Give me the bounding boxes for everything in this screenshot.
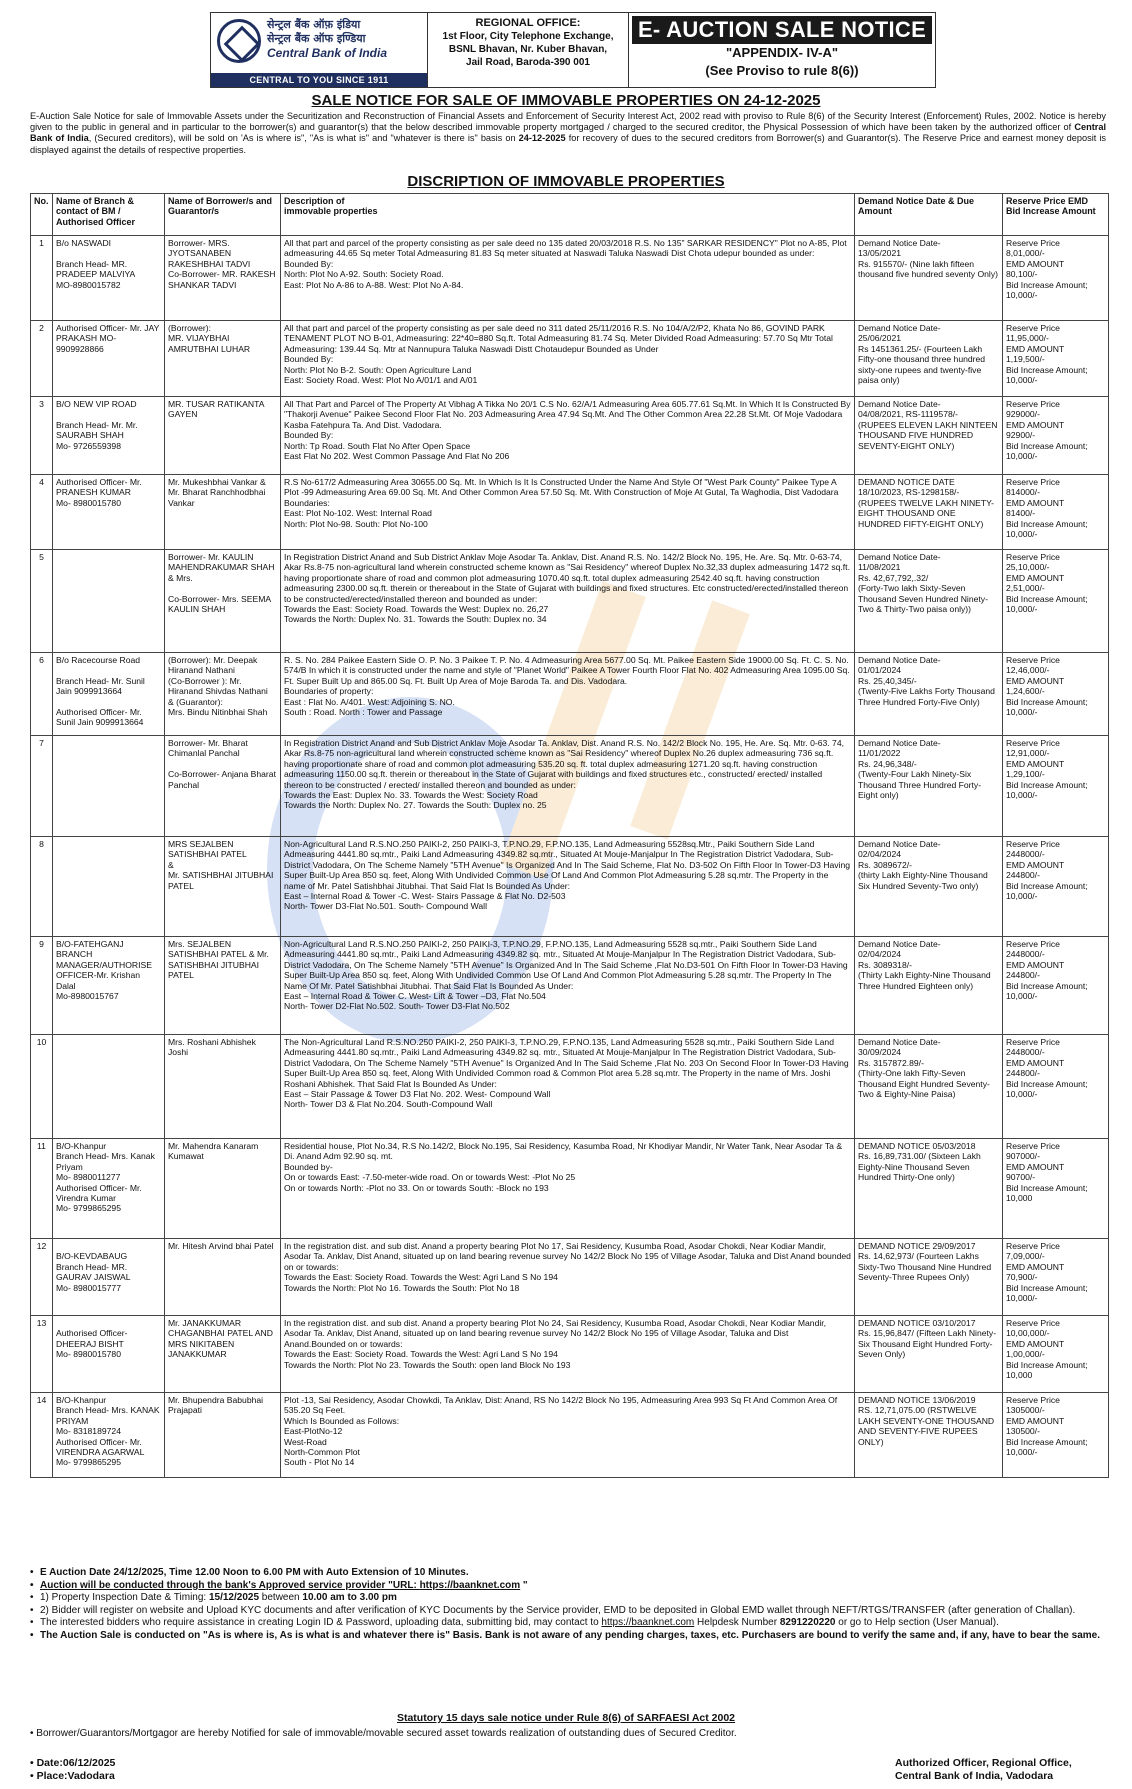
- demand-notice: DEMAND NOTICE DATE 18/10/2023, RS-1298158/- (RUPEES TWELVE LAKH NINETY-EIGHT THOUSAND ONE HUNDRED FIFTY-EIGHT ONLY): [855, 475, 1003, 550]
- helpdesk-note: [30, 1617, 1106, 1630]
- bank-name-english: Central Bank of India: [267, 46, 388, 60]
- table-header-row: [31, 194, 1109, 236]
- row-number: 5: [31, 550, 53, 653]
- helpdesk-link[interactable]: https://baanknet.com: [601, 1617, 695, 1629]
- helpdesk-number: 8291220220: [779, 1617, 836, 1629]
- statutory-text: Statutory 15 days sale notice under Rule 8(6) of SARFAESI Act 2002: [396, 1712, 736, 1724]
- branch-contact: B/O-Khanpur Branch Head- Mrs. KANAK PRIYAM Mo- 8318189724 Authorised Officer- Mr. VIRENDRA AGARWAL Mo- 9799865295: [53, 1393, 165, 1478]
- row-number: 11: [31, 1139, 53, 1239]
- borrower-names: MR. TUSAR RATIKANTA GAYEN: [165, 397, 281, 475]
- reserve-price: Reserve Price 929000/- EMD AMOUNT 92900/- Bid Increase Amount; 10,000/-: [1003, 397, 1109, 475]
- intro-auction-date: 24-12-2025: [518, 133, 566, 144]
- address-line: 1st Floor, City Telephone Exchange,: [442, 31, 614, 42]
- table-row: [31, 1316, 1109, 1393]
- table-row: [31, 1239, 1109, 1316]
- table-row: [31, 1139, 1109, 1239]
- branch-contact: B/O-Khanpur Branch Head- Mrs. Kanak Priyam Mo- 8980011277 Authorised Officer- Mr. Virendra Kumar Mo- 9799865295: [53, 1139, 165, 1239]
- col-header-reserve: Reserve Price EMD Bid Increase Amount: [1003, 194, 1109, 236]
- table-row: [31, 236, 1109, 321]
- table-row: [31, 837, 1109, 937]
- row-number: 1: [31, 236, 53, 321]
- demand-notice: DEMAND NOTICE 05/03/2018 Rs. 16,89,731.00/ (Sixteen Lakh Eighty-Nine Thousand Seven Hundred Thirty-One only): [855, 1139, 1003, 1239]
- branch-contact: B/O-KEVDABAUG Branch Head- MR. GAURAV JAISWAL Mo- 8980015777: [53, 1239, 165, 1316]
- reserve-price: Reserve Price 25,10,000/- EMD AMOUNT 2,51,000/- Bid Increase Amount; 10,000/-: [1003, 550, 1109, 653]
- borrower-names: Mr. JANAKKUMAR CHAGANBHAI PATEL AND MRS NIKITABEN JANAKKUMAR: [165, 1316, 281, 1393]
- row-number: 12: [31, 1239, 53, 1316]
- table-row: [31, 653, 1109, 736]
- demand-notice: Demand Notice Date- 04/08/2021, RS-1119578/- (RUPEES ELEVEN LAKH NINTEEN THOUSAND FIVE HUNDRED SEVENTY-EIGHT ONLY): [855, 397, 1003, 475]
- demand-notice: DEMAND NOTICE 13/06/2019 RS. 12,71,075.00 (RSTWELVE LAKH SEVENTY-ONE THOUSAND AND SEVENTY-FIVE RUPEES ONLY): [855, 1393, 1003, 1478]
- properties-section-title: DISCRIPTION OF IMMOVABLE PROPERTIES: [407, 173, 725, 190]
- table-row: [31, 937, 1109, 1035]
- branch-contact: [53, 1035, 165, 1139]
- property-description: All that part and parcel of the property consisting as per sale deed no 311 dated 25/11/2016 R.S. No 104/A/2/P2, Khata No 86, GOVIND PARK TENAMENT PLOT NO B-01, Admeasuring: 22*40=880 Sq.ft. Total Admeasuring 81.74 Sq. Meter Divided Road Admeasuring: 57.70 Sq Mtr Total Admeasuring: 139.44 Sq. Mtr at Nannupura Taluka Naswadi Distt Chotaudepur Bounded as Under Bounded By: North: Plot No B-2. South: Open Agriculture Land East: Society Road. West: Plot No A/01/1 and A/01: [281, 321, 855, 397]
- auction-date-note: • E Auction Date 24/12/2025, Time 12.00 Noon to 6.00 PM with Auto Extension of 10 Minutes.: [30, 1567, 1106, 1580]
- notice-place: • Place:Vadodara: [30, 1770, 115, 1783]
- col-header-description: Description of immovable properties: [281, 194, 855, 236]
- provider-suffix: ": [520, 1579, 528, 1591]
- demand-notice: Demand Notice Date- 13/05/2021 Rs. 915570/- (Nine lakh fifteen thousand five hundred seventy Only): [855, 236, 1003, 321]
- date-place-block: [30, 1757, 115, 1783]
- properties-table: [30, 193, 1109, 1478]
- borrower-names: Borrower- MRS. JYOTSANABEN RAKESHBHAI TADVI Co-Borrower- MR. RAKESH SHANKAR TADVI: [165, 236, 281, 321]
- property-description: R.S No-617/2 Admeasuring Area 30655.00 Sq. Mt. In Which Is It Is Constructed Under the Name And Style Of "West Park County" Paikee Type A Plot -99 Admeasuring Area 69.00 Sq. Mt. And Other Common Area 57.50 Sq. Mt. With Construction of Moje At Gutal, Ta Waghodia, Dist Vadodara Boundaries: East: Plot No-102. West: Internal Road North: Plot No-98. South: Plot No-100: [281, 475, 855, 550]
- branch-contact: B/o NASWADI Branch Head- MR. PRADEEP MALVIYA MO-8980015782: [53, 236, 165, 321]
- help-text: The interested bidders who require assistance in creating Login ID & Password, uploading data, submitting bid, may contact to: [40, 1617, 602, 1629]
- bank-name-hindi: सेन्ट्रल बैंक ऑफ़ इंडिया: [267, 18, 361, 31]
- property-description: Plot -13, Sai Residency, Asodar Chowkdi, Ta Anklav, Dist: Anand, RS No 142/2 Block No 195, Admeasuring Area 993 Sq Ft And Common Area Of 535.20 Sq Feet. Which Is Bounded as Follows: East-PlotNo-12 West-Road North-Common Plot South - Plot No 14: [281, 1393, 855, 1478]
- demand-notice: Demand Notice Date- 11/08/2021 Rs. 42,67,792,.32/ (Forty-Two lakh Sixty-Seven Thousand Seven Hundred Ninety-Two & Thirty-Two paisa only)): [855, 550, 1003, 653]
- auction-title-box: [628, 12, 936, 88]
- reserve-price: Reserve Price 814000/- EMD AMOUNT 81400/- Bid Increase Amount; 10,000/-: [1003, 475, 1109, 550]
- branch-contact: Authorised Officer- DHEERAJ BISHT Mo- 8980015780: [53, 1316, 165, 1393]
- row-number: 10: [31, 1035, 53, 1139]
- provider-link[interactable]: https://baanknet.com: [419, 1579, 521, 1591]
- borrower-names: (Borrower): MR. VIJAYBHAI AMRUTBHAI LUHAR: [165, 321, 281, 397]
- table-row: [31, 397, 1109, 475]
- row-number: 2: [31, 321, 53, 397]
- property-description: R. S. No. 284 Paikee Eastern Side O. P. No. 3 Paikee T. P. No. 4 Admeasuring Area 5677.00 Sq. Mt. Paikee Eastern Side 19000.00 Sq. Ft. C. S. No. 574/B In which it is constructed under the name and style of "Planet World" Paikee A Tower Fourth Floor Flat No. 402 Admeasuring Area 1095.00 Sq. Ft. Super Built Up and 865.00 Sq. Ft. Built Up Area of Moje Baroda Ta. and Dis. Vadodara. Boundaries of property: East : Flat No. A/401. West: Adjoining S. NO. South : Road. North : Tower and Passage: [281, 653, 855, 736]
- reserve-price: Reserve Price 10,00,000/- EMD AMOUNT 1,00,000/- Bid Increase Amount; 10,000: [1003, 1316, 1109, 1393]
- reserve-price: Reserve Price 2448000/- EMD AMOUNT 244800/- Bid Increase Amount; 10,000/-: [1003, 1035, 1109, 1139]
- property-description: In Registration District Anand and Sub District Anklav Moje Asodar Ta. Anklav, Dist. Anand R.S. No. 142/2 Block No. 195, He. Are. Sq. Mtr. 0-63-74, Akar Rs.8-75 non-agricultural land wherein constructed scheme known as "Sai Residency" whereof Duplex No.32,33 duplex admeasuring 1472 sq.ft. having proportionate share of road and common plot admeasuring 1070.40 sq.ft. total duplex admeasuring 2542.40 sq.ft. having construction admeasuring 2300.00 sq.ft. therein or thereabout in the State of Gujarat with buildings and fixed structures. Etc constructed/erected/installed thereon to be constructed/erected/installed thereon and bounded as under: Towards the East: Society Road. Towards the West: Duplex no. 26,27 Towards the North: Duplex No. 31. Towards the South: Duplex no. 34: [281, 550, 855, 653]
- inspection-text: 1) Property Inspection Date & Timing:: [40, 1592, 209, 1604]
- branch-contact: B/o Racecourse Road Branch Head- Mr. Sunil Jain 9099913664 Authorised Officer- Mr. Sunil Jain 9099913664: [53, 653, 165, 736]
- borrower-names: Borrower- Mr. Bharat Chimanlal Panchal Co-Borrower- Anjana Bharat Panchal: [165, 736, 281, 837]
- table-row: [31, 1393, 1109, 1478]
- demand-notice: Demand Notice Date- 11/01/2022 Rs. 24,96,348/- (Twenty-Four Lakh Ninety-Six Thousand Three Hundred Forty-Eight only): [855, 736, 1003, 837]
- bank-name-hindi-alt: सेन्ट्रल बैंक ऑफ इण्डिया: [267, 32, 366, 45]
- signatory-bank: Central Bank of India, Vadodara: [895, 1770, 1054, 1782]
- demand-notice: Demand Notice Date- 01/01/2024 Rs. 25,40,345/- (Twenty-Five Lakhs Forty Thousand Three Hundred Forty-Five Only): [855, 653, 1003, 736]
- borrower-notice: • Borrower/Guarantors/Mortgagor are hereby Notified for sale of immovable/movable secured asset towards realization of outstanding dues of Secured Creditor.: [30, 1728, 737, 1739]
- appendix-label: "APPENDIX- IV-A": [725, 45, 838, 60]
- provider-text: Auction will be conducted through the bank's Approved service provider "URL:: [40, 1579, 420, 1591]
- property-description: In the registration dist. and sub dist. Anand a property bearing Plot No 17, Sai Residency, Kusumba Road, Asodar Chokdi, Near Kodiar Mandir, Asodar Ta. Anklav, Dist Anand, situated up on land bearing revenue survey No 142/2 Block No 195 of Village Asodar, Taluka and Dist Anand bounded on or towards: Towards the East: Society Road. Towards the West: Agri Land S No 194 Towards the North: Plot No 16. Towards the South: Plot No 18: [281, 1239, 855, 1316]
- signatory-block: [895, 1757, 1072, 1783]
- branch-contact: [53, 736, 165, 837]
- intro-paragraph: [30, 111, 1106, 156]
- property-description: In the registration dist. and sub dist. Anand a property bearing Plot No 24, Sai Residency, Kusumba Road, Asodar Chokdi, Near Kodiar Mandir, Asodar Ta. Anklav, Dist Anand, situated up on land bearing revenue survey No 142/2 Block No 195 of Village Asodar, Taluka and Dist Anand.Bounded on or towards: Towards the East: Society Road. Towards the West: Agri Land S No 194 Towards the North: Plot No 23. Towards the South: open land Block No 193: [281, 1316, 855, 1393]
- borrower-names: Mrs. Roshani Abhishek Joshi: [165, 1035, 281, 1139]
- borrower-names: Mr. Mahendra Kanaram Kumawat: [165, 1139, 281, 1239]
- inspection-text: between: [259, 1592, 303, 1604]
- row-number: 8: [31, 837, 53, 937]
- bank-tagline: CENTRAL TO YOU SINCE 1911: [211, 73, 427, 87]
- property-description: Non-Agricultural Land R.S.NO.250 PAIKI-2, 250 PAIKI-3, T.P.NO.29, F.P.NO.135, Land Admeasuring 5528sq.Mtr., Paiki Southern Side Land Admeasuring 4441.80 sq.mtr., Paiki Land Admeasuring 4349.82 sq.mtr., Situated At Mouje-Manjalpur In The Registration District Vadodara, Sub-District Vadodara, On The Scheme Namely "5TH Avenue" Is Organized And In The Said Scheme, Flat No. D3-502 On Fifth Floor In Tower-D3 Having Super Built-Up Area 850 sq. feet, Along With Undivided Common Use Of Land And Common Plot Admeasuring 5.28 sq.mtr. The Property in the name of Mr. Patel Satishbhai Jitubhai. That Said Flat Is Bounded As Under: East – Internal Road & Tower -C. West- Stairs Passage & Flat No. D2-503 North- Tower D3-Flat No.501. South- Compound Wall: [281, 837, 855, 937]
- intro-text: E-Auction Sale Notice for sale of Immovable Assets under the Securitization and Reconstruction of Financial Assets and Enforcement of Security Interest Act, 2002 read with proviso to Rule 8(6) of the Security Interest (Enforcement) Rules, 2002. Notice is hereby given to the public in general and in particular to the borrower(s) and guarantor(s) that the below described immovable property mortgaged / charged to the secured creditor, the Physical Possession of which have been taken by the authorized officer of: [30, 111, 1106, 133]
- service-provider-note: [30, 1580, 1106, 1593]
- row-number: 9: [31, 937, 53, 1035]
- borrower-names: MRS SEJALBEN SATISHBHAI PATEL & Mr. SATISHBHAI JITUBHAI PATEL: [165, 837, 281, 937]
- reserve-price: Reserve Price 2448000/- EMD AMOUNT 244800/- Bid Increase Amount; 10,000/-: [1003, 937, 1109, 1035]
- property-description: The Non-Agricultural Land R.S.NO.250 PAIKI-2, 250 PAIKI-3, T.P.NO.29, F.P.NO.135, Land Admeasuring 5528 sq.mtr., Paiki Southern Side Land Admeasuring 4441.80 sq.mtr., Paiki Land Admeasuring 4349.82 sq. mtr., Situated At Mouje-Manjalpur In The Registration District Vadodara, Sub-District Vadodara, On The Scheme Namely "5TH Avenue" Is Organized And In The Said Scheme ,Flat No. 203 On Second Floor In Tower-D3 Having Super Built-Up Area 850 sq. feet, Along With Undivided Common road & Common Plot area 5.28 sq.mtr. The Property in the name of Mrs. Joshi Roshani Abhishek. That Said Flat Is Bounded As Under: East – Stair Passage & Tower D3 Flat No. 202. West- Compound Wall North- Tower D3 & Flat No.204. South-Compound Wall: [281, 1035, 855, 1139]
- property-description: In Registration District Anand and Sub District Anklav Moje Asodar Ta. Anklav, Dist. Anand R.S. No. 142/2 Block No. 195, He. Are. Sq. Mtr. 0-63. 74, Akar Rs.8-75 non-agricultural land wherein constructed scheme known as "Sai Residency" whereof Duplex No.26 duplex admeasuring 736 sq.ft. having proportionate share of road and common plot admeasuring 535.20 sq. ft. total duplex admeasuring 1271.20 sq.ft. having construction admeasuring 1150.00 sq.ft. therein or thereabout in the State of Gujarat with buildings and fixed structures etc., constructed/ erected/ installed thereon to be constructed / erected/ installed thereon and bounded as under: Towards the East: Duplex No. 33. Towards the West: Society Road Towards the North: Duplex No. 27. Towards the South: Duplex no. 25: [281, 736, 855, 837]
- address-line: Jail Road, Baroda-390 001: [466, 57, 590, 68]
- demand-notice: DEMAND NOTICE 03/10/2017 Rs. 15,96,847/ (Fifteen Lakh Ninety-Six Thousand Eight Hundred Forty-Seven Only): [855, 1316, 1003, 1393]
- address-line: BSNL Bhavan, Nr. Kuber Bhavan,: [448, 44, 608, 55]
- intro-text: for recovery of dues to the secured creditors from Borrower(s) and Guarantor(s). The Reserve Price and earnest money deposit is displayed against the details of respective properties.: [30, 133, 1106, 155]
- borrower-names: Mr. Hitesh Arvind bhai Patel: [165, 1239, 281, 1316]
- as-is-note: • The Auction Sale is conducted on "As is where is, As is what is and whatever there is" Basis. Bank is not aware of any pending charges, taxes, etc. Purchasers are bound to verify the same and, if any, have to bear the same.: [30, 1630, 1106, 1643]
- intro-bank-name: Central Bank of India: [30, 122, 1106, 144]
- sale-notice-title: SALE NOTICE FOR SALE OF IMMOVABLE PROPERTIES ON 24-12-2025: [311, 92, 821, 109]
- inspection-note: [30, 1592, 1106, 1605]
- reserve-price: Reserve Price 7,09,000/- EMD AMOUNT 70,900/- Bid Increase Amount; 10,000/-: [1003, 1239, 1109, 1316]
- demand-notice: Demand Notice Date- 25/06/2021 Rs 1451361.25/- (Fourteen Lakh Fifty-one thousand three hundred sixty-one rupees and twenty-five paisa only): [855, 321, 1003, 397]
- borrower-names: Mr. Bhupendra Babubhai Prajapati: [165, 1393, 281, 1478]
- table-row: [31, 475, 1109, 550]
- col-header-branch: Name of Branch & contact of BM / Authorised Officer: [53, 194, 165, 236]
- branch-contact: Authorised Officer- Mr. PRANESH KUMAR Mo- 8980015780: [53, 475, 165, 550]
- row-number: 3: [31, 397, 53, 475]
- inspection-date: 15/12/2025: [208, 1592, 260, 1604]
- property-description: Non-Agricultural Land R.S.NO.250 PAIKI-2, 250 PAIKI-3, T.P.NO.29, F.P.NO.135, Land Admeasuring 5528 sq.mtr., Paiki Southern Side Land Admeasuring 4441.80 sq.mtr., Paiki Land Admeasuring 4349.82 sq. mtr., Situated At Mouje-Manjalpur In The Registration District Vadodara, Sub-District Vadodara, On The Scheme Namely "5TH Avenue" Is Organized And In The Said Scheme ,Flat No.D3-501 On Fifth Floor In Tower-D3 Having Super Built-Up Area 850 sq. feet, Along With Undivided Common Use Of Land And Common Plot Admeasuring 5.28 sq.mtr. The Property In The Name Of Mr. Patel Satishbhai Jitubhai. That Said Flat Is Bounded As Under: East – Internal Road & Tower C. West- Lift & Tower –D3, Flat No.504 North- Tower D2-Flat No.502. South- Tower D3-Flat No.502: [281, 937, 855, 1035]
- demand-notice: Demand Notice Date- 02/04/2024 Rs. 3089318/- (Thirty Lakh Eighty-Nine Thousand Three Hundred Eighteen only): [855, 937, 1003, 1035]
- statutory-notice: [0, 1712, 1132, 1724]
- branch-contact: B/O NEW VIP ROAD Branch Head- Mr. Mr. SAURABH SHAH Mo- 9726559398: [53, 397, 165, 475]
- row-number: 13: [31, 1316, 53, 1393]
- kyc-note: • 2) Bidder will register on website and Upload KYC documents and after verification of KYC Documents by the Service provider, EMD to be deposited in Global EMD wallet through NEFT/RTGS/TRANSFER (after generation of Challan).: [30, 1605, 1106, 1618]
- intro-text: , (Secured creditors), will be sold on 'As is where is", "As is what is" and "whatever is there is" basis on: [88, 133, 519, 144]
- branch-contact: [53, 550, 165, 653]
- reserve-price: Reserve Price 2448000/- EMD AMOUNT 244800/- Bid Increase Amount; 10,000/-: [1003, 837, 1109, 937]
- branch-contact: B/O-FATEHGANJ BRANCH MANAGER/AUTHORISE OFFICER-Mr. Krishan Dalal Mo-8980015767: [53, 937, 165, 1035]
- demand-notice: DEMAND NOTICE 29/09/2017 Rs. 14,62,973/ (Fourteen Lakhs Sixty-Two Thousand Nine Hundred Seventy-Three Rupees Only): [855, 1239, 1003, 1316]
- reserve-price: Reserve Price 8,01,000/- EMD AMOUNT 80,100/- Bid Increase Amount; 10,000/-: [1003, 236, 1109, 321]
- bank-logo: [210, 12, 428, 88]
- inspection-time: 10.00 am to 3.00 pm: [302, 1592, 397, 1604]
- help-text: Helpdesk Number: [694, 1617, 780, 1629]
- borrower-names: Mrs. SEJALBEN SATISHBHAI PATEL & Mr. SATISHBHAI JITUBHAI PATEL: [165, 937, 281, 1035]
- row-number: 7: [31, 736, 53, 837]
- table-row: [31, 736, 1109, 837]
- notice-title: E- AUCTION SALE NOTICE: [632, 16, 932, 44]
- regional-office-address: [428, 12, 628, 88]
- table-row: [31, 321, 1109, 397]
- auction-terms: [30, 1567, 1106, 1643]
- signatory-title: Authorized Officer, Regional Office,: [895, 1757, 1072, 1769]
- row-number: 6: [31, 653, 53, 736]
- reserve-price: Reserve Price 907000/- EMD AMOUNT 90700/- Bid Increase Amount; 10,000: [1003, 1139, 1109, 1239]
- branch-contact: Authorised Officer- Mr. JAY PRAKASH MO-9909928866: [53, 321, 165, 397]
- col-header-no: No.: [31, 194, 53, 236]
- table-row: [31, 550, 1109, 653]
- col-header-borrower: Name of Borrower/s and Guarantor/s: [165, 194, 281, 236]
- reserve-price: Reserve Price 11,95,000/- EMD AMOUNT 1,19,500/- Bid Increase Amount; 10,000/-: [1003, 321, 1109, 397]
- row-number: 14: [31, 1393, 53, 1478]
- help-text: or go to Help section (User Manual).: [835, 1617, 999, 1629]
- borrower-names: (Borrower): Mr. Deepak Hiranand Nathani (Co-Borrower ): Mr. Hiranand Shivdas Nathani & (Guarantor): Mrs. Bindu Nitinbhai Shah: [165, 653, 281, 736]
- bank-name-block: [267, 18, 387, 60]
- proviso-label: (See Proviso to rule 8(6)): [705, 63, 859, 78]
- property-description: All that part and parcel of the property consisting as per sale deed no 135 dated 20/03/2018 R.S. No 135" SARKAR RESIDENCY" Plot no A-85, Plot admeasuring 44.65 Sq meter Total Admeasuring 81.83 Sq meter situated at Naswadi Taluka Naswadi Dist Chota udepur bounded as under: Bounded By: North: Plot No A-92. South: Society Road. East: Plot No A-86 to A-88. West: Plot No A-84.: [281, 236, 855, 321]
- row-number: 4: [31, 475, 53, 550]
- table-row: [31, 1035, 1109, 1139]
- reserve-price: Reserve Price 12,91,000/- EMD AMOUNT 1,29,100/- Bid Increase Amount; 10,000/-: [1003, 736, 1109, 837]
- borrower-names: Borrower- Mr. KAULIN MAHENDRAKUMAR SHAH & Mrs. Co-Borrower- Mrs. SEEMA KAULIN SHAH: [165, 550, 281, 653]
- notice-date: • Date:06/12/2025: [30, 1757, 115, 1770]
- bank-emblem-icon: [217, 19, 261, 63]
- property-description: All That Part and Parcel of The Property At Vibhag A Tikka No 20/1 C.S No. 62/A/1 Admeasuring Area 605.77.61 Sq.Mt. In Which It Is Constructed By "Thakorji Avenue" Paikee Second Floor Flat No. 203 Admeasuring Area 47.94 Sq.Mt. And The Other Common Area 22.28 St.Mt. Of Moje Vadodara Kasba Fatehpura Ta. And Dist. Vadodara. Bounded By: North: Tp Road. South Flat No After Open Space East Flat No 202. West Common Passage And Flat No 206: [281, 397, 855, 475]
- reserve-price: Reserve Price 12,46,000/- EMD AMOUNT 1,24,600/- Bid Increase Amount; 10,000/-: [1003, 653, 1109, 736]
- notice-header: [210, 12, 936, 88]
- property-description: Residential house, Plot No.34, R.S No.142/2, Block No.195, Sai Residency, Kasumba Road, Nr Khodiyar Mandir, Nr Water Tank, Near Asodar Ta & Di. Anand Adm 92.90 sq. mt. Bounded by- On or towards East: -7.50-meter-wide road. On or towards West: -Plot No 25 On or towards North: -Plot no 33. On or towards South: -Block no 193: [281, 1139, 855, 1239]
- demand-notice: Demand Notice Date- 30/09/2024 Rs. 3157872.89/- (Thirty-One lakh Fifty-Seven Thousand Eight Hundred Seventy-Two & Eighty-Nine Paisa): [855, 1035, 1003, 1139]
- branch-contact: [53, 837, 165, 937]
- regional-office-title: REGIONAL OFFICE:: [475, 17, 581, 29]
- col-header-demand: Demand Notice Date & Due Amount: [855, 194, 1003, 236]
- demand-notice: Demand Notice Date- 02/04/2024 Rs. 3089672/- (thirty Lakh Eighty-Nine Thousand Six Hundred Seventy-Two only): [855, 837, 1003, 937]
- borrower-names: Mr. Mukeshbhai Vankar & Mr. Bharat Ranchhodbhai Vankar: [165, 475, 281, 550]
- reserve-price: Reserve Price 1305000/- EMD AMOUNT 130500/- Bid Increase Amount; 10,000/-: [1003, 1393, 1109, 1478]
